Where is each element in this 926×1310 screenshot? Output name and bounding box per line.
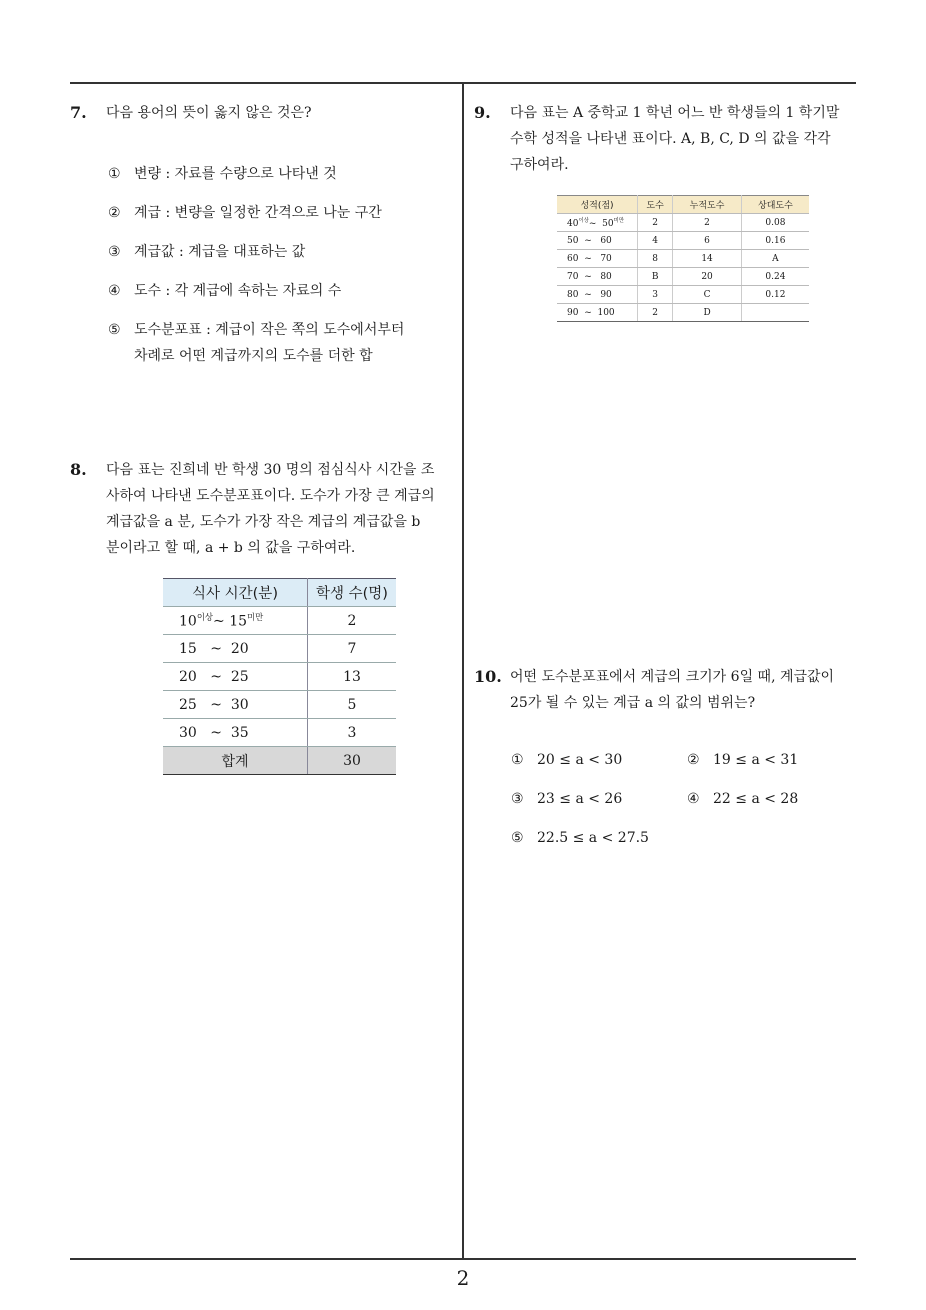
option-mark: ② [687, 752, 700, 768]
question-line: 다음 표는 A 중학교 1 학년 어느 반 학생들의 1 학기말 [510, 105, 840, 121]
table-header: 누적도수 [673, 196, 742, 214]
table-row: 70 ~ 80 B 20 0.24 [557, 268, 809, 286]
question-line: 분이라고 할 때, a + b 의 값을 구하여라. [106, 540, 356, 556]
q10-option-1[interactable] [511, 747, 622, 773]
question-text [106, 457, 460, 561]
question-text: 다음 용어의 뜻이 옳지 않은 것은? [106, 105, 312, 121]
question-line: 사하여 나타낸 도수분포표이다. 도수가 가장 큰 계급의 [106, 488, 435, 504]
table-row: 80 ~ 90 3 C 0.12 [557, 286, 809, 304]
q7-option-4[interactable] [108, 278, 341, 304]
option-text: 19 ≤ a < 31 [713, 752, 799, 768]
lunch-time-frequency-table [163, 578, 396, 775]
question-line: 25가 될 수 있는 계급 a 의 값의 범위는? [510, 695, 756, 711]
table-row: 90 ~ 100 2 D [557, 304, 809, 322]
q7-option-3[interactable] [108, 239, 305, 265]
option-text: 22.5 ≤ a < 27.5 [537, 830, 649, 846]
math-score-frequency-table [557, 195, 809, 322]
table-row: $40^{이상}\sim$ $50^{미만}$ 2 2 0.08 [557, 214, 809, 232]
option-text-line2: 차례로 어떤 계급까지의 도수를 더한 합 [134, 348, 373, 364]
option-text: 22 ≤ a < 28 [713, 791, 799, 807]
table-row: 15 ~ 20 7 [163, 635, 396, 663]
q10-option-5[interactable] [511, 825, 649, 851]
question-line: 수학 성적을 나타낸 표이다. A, B, C, D 의 값을 각각 [510, 131, 831, 147]
table-header: 학생 수(명) [308, 579, 397, 607]
table-header: 성적(점) [557, 196, 638, 214]
q10-option-2[interactable] [687, 747, 798, 773]
column-divider [462, 83, 464, 1258]
option-mark: ⑤ [511, 830, 524, 846]
q10-option-4[interactable] [687, 786, 798, 812]
table-row: 25 ~ 30 5 [163, 691, 396, 719]
option-text: 도수분포표 : 계급이 작은 쪽의 도수에서부터 [134, 322, 405, 338]
question-9 [474, 100, 864, 180]
option-text: 23 ≤ a < 26 [537, 791, 623, 807]
question-number: 7. [70, 103, 87, 122]
q7-option-2[interactable] [108, 200, 382, 226]
q10-option-3[interactable] [511, 786, 622, 812]
q7-option-1[interactable] [108, 161, 337, 187]
question-7 [70, 100, 455, 130]
table-row: 30 ~ 35 3 [163, 719, 396, 747]
option-mark: ④ [108, 283, 121, 299]
option-mark: ③ [511, 791, 524, 807]
question-number: 10. [474, 667, 502, 686]
table-header: 상대도수 [741, 196, 809, 214]
option-mark: ① [108, 166, 121, 182]
question-line: 어떤 도수분포표에서 계급의 크기가 6일 때, 계급값이 [510, 669, 835, 685]
question-number: 8. [70, 460, 87, 479]
question-line: 다음 표는 진희네 반 학생 30 명의 점심식사 시간을 조 [106, 462, 435, 478]
question-10 [474, 664, 864, 720]
option-mark: ① [511, 752, 524, 768]
question-text [510, 664, 864, 716]
table-row: 50 ~ 60 4 6 0.16 [557, 232, 809, 250]
option-text: 계급 : 변량을 일정한 간격으로 나눈 구간 [134, 205, 382, 221]
table-header: 식사 시간(분) [163, 579, 308, 607]
bottom-rule [70, 1258, 856, 1260]
question-text [510, 100, 864, 178]
table-header: 도수 [638, 196, 673, 214]
table-total-row: 합계 30 [163, 747, 396, 775]
option-mark: ② [108, 205, 121, 221]
table-row: 60 ~ 70 8 14 A [557, 250, 809, 268]
option-text: 20 ≤ a < 30 [537, 752, 623, 768]
question-line: 구하여라. [510, 157, 569, 173]
table-row: 20 ~ 25 13 [163, 663, 396, 691]
option-mark: ④ [687, 791, 700, 807]
page-number: 2 [456, 1266, 470, 1290]
table-row: $10^{이상}\sim$ $15^{미만}$ 2 [163, 607, 396, 635]
question-line: 계급값을 a 분, 도수가 가장 작은 계급의 계급값을 b [106, 514, 421, 530]
option-text: 도수 : 각 계급에 속하는 자료의 수 [134, 283, 342, 299]
question-8 [70, 457, 460, 567]
option-mark: ⑤ [108, 322, 121, 338]
option-text: 계급값 : 계급을 대표하는 값 [134, 244, 306, 260]
option-mark: ③ [108, 244, 121, 260]
q7-option-5[interactable] [108, 317, 404, 369]
option-text: 변량 : 자료를 수량으로 나타낸 것 [134, 166, 337, 182]
question-number: 9. [474, 103, 491, 122]
